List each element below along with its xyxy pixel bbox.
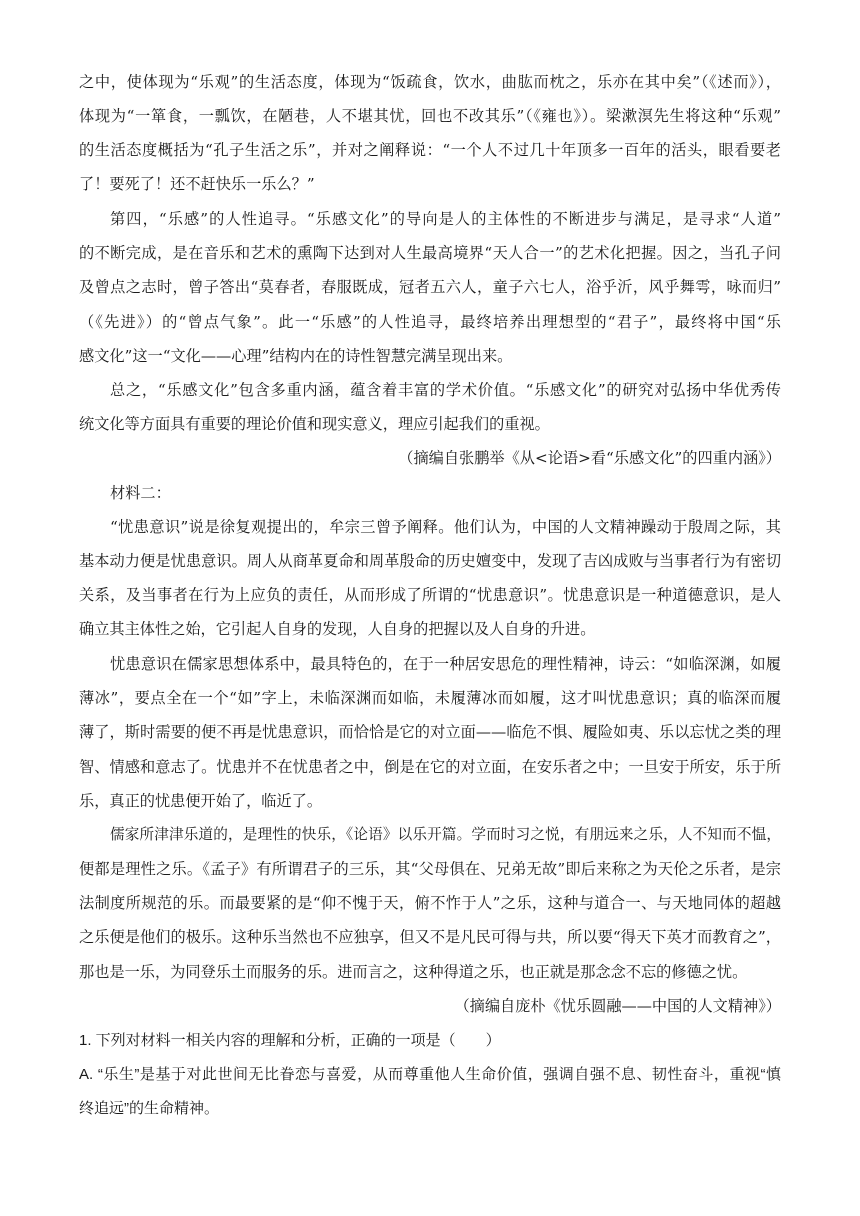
text-line: 之乐便是他们的极乐。这种乐当然也不应独享，但又不是凡民可得与共，所以要“得天下英才而教育之”， [79, 928, 781, 946]
text-line: 薄了，斯时需要的便不再是忧患意识，而恰恰是它的对立面——临危不惧、履险如夷、乐以忘忧之类的理 [79, 723, 781, 741]
text-line: 乐，真正的忧患便开始了，临近了。 [79, 792, 322, 810]
paragraph-first-line: “忧患意识”说是徐复观提出的，牟宗三曾予阐释。他们认为，中国的人文精神躁动于殷周之际，其 [110, 518, 781, 536]
text-line: 统文化等方面具有重要的理论价值和现实意义，理应引起我们的重视。 [79, 415, 550, 433]
paragraph-first-line: 总之，“乐感文化”包含多重内涵，蕴含着丰富的学术价值。“乐感文化”的研究对弘扬中华优秀传 [110, 381, 781, 399]
text-line: 便都是理性之乐。《孟子》有所谓君子的三乐，其“父母俱在、兄弟无故”即后来称之为天伦之乐者，是宗 [79, 860, 781, 878]
source-citation: （摘编自庞朴《忧乐圆融——中国的人文精神》） [454, 997, 781, 1015]
text-line: 及曾点之志时，曾子答出“莫春者，春服既成，冠者五六人，童子六七人，浴乎沂，风乎舞雩，咏而归” [79, 278, 781, 296]
paragraph-first-line: 儒家所津津乐道的，是理性的快乐，《论语》以乐开篇。学而时习之悦，有朋远来之乐，人不知而不愠， [110, 826, 781, 843]
question-stem: 1. 下列对材料一相关内容的理解和分析，正确的一项是（ ） [79, 1032, 501, 1049]
text-line: 的不断完成，是在音乐和艺术的熏陶下达到对人生最高境界“天人合一”的艺术化把握。因之，当孔子问 [79, 244, 781, 262]
text-line: 感文化”这一“文化——心理”结构内在的诗性智慧完满呈现出来。 [79, 347, 513, 365]
text-line: 基本动力便是忧患意识。周人从商革夏命和周革殷命的历史嬗变中，发现了吉凶成败与当事者行为有密切 [79, 552, 781, 570]
text-line: 确立其主体性之始，它引起人自身的发现，人自身的把握以及人自身的升进。 [79, 620, 596, 638]
text-line: 关系，及当事者在行为上应负的责任，从而形成了所谓的“忧患意识”。忧患意识是一种道德意识，是人 [79, 586, 781, 604]
text-line: 的生活态度概括为“孔子生活之乐”，并对之阐释说：“一个人不过几十年顶多一百年的活头，眼看要老 [79, 141, 781, 159]
option-a: A. “乐生”是基于对此世间无比眷恋与喜爱，从而尊重他人生命价值，强调自强不息、韧性奋斗，重视“慎 [79, 1066, 781, 1083]
text-line: 法制度所规范的乐。而最要紧的是“仰不愧于天，俯不怍于人”之乐，这种与道合一、与天地同体的超越 [79, 894, 781, 912]
text-line: （《先进》）的“曾点气象”。此一“乐感”的人性追寻，最终培养出理想型的“君子”，最终将中国“乐 [79, 313, 781, 331]
text-line: 之中，使体现为“乐观”的生活态度，体现为“饭疏食，饮水，曲肱而枕之，乐亦在其中矣”（《述而》）， [79, 73, 781, 91]
paragraph-first-line: 第四，“乐感”的人性追寻。“乐感文化”的导向是人的主体性的不断进步与满足，是寻求“人道” [110, 210, 781, 228]
text-line: 智、情感和意志了。忧患并不在忧患者之中，倒是在它的对立面，在安乐者之中；一旦安于所安，乐于所 [79, 758, 781, 776]
source-citation: （摘编自张鹏举《从<论语>看“乐感文化”的四重内涵》） [398, 449, 781, 467]
paragraph-first-line: 忧患意识在儒家思想体系中，最具特色的，在于一种居安思危的理性精神，诗云：“如临深渊，如履 [110, 655, 781, 673]
text-line: 那也是一乐，为同登乐土而服务的乐。进而言之，这种得道之乐，也正就是那念念不忘的修德之忧。 [79, 963, 748, 981]
text-line: 薄冰”，要点全在一个“如”字上，未临深渊而如临，未履薄冰而如履，这才叫忧患意识；真的临深而履 [79, 689, 781, 707]
material-heading: 材料二： [110, 484, 171, 502]
text-line: 体现为“一箪食，一瓢饮，在陋巷，人不堪其忧，回也不改其乐”（《雍也》）。梁漱溟先生将这种“乐观” [79, 107, 781, 125]
option-a-continued: 终追远”的生命精神。 [79, 1100, 219, 1117]
text-line: 了！要死了！还不赶快乐一乐么？” [79, 175, 315, 193]
